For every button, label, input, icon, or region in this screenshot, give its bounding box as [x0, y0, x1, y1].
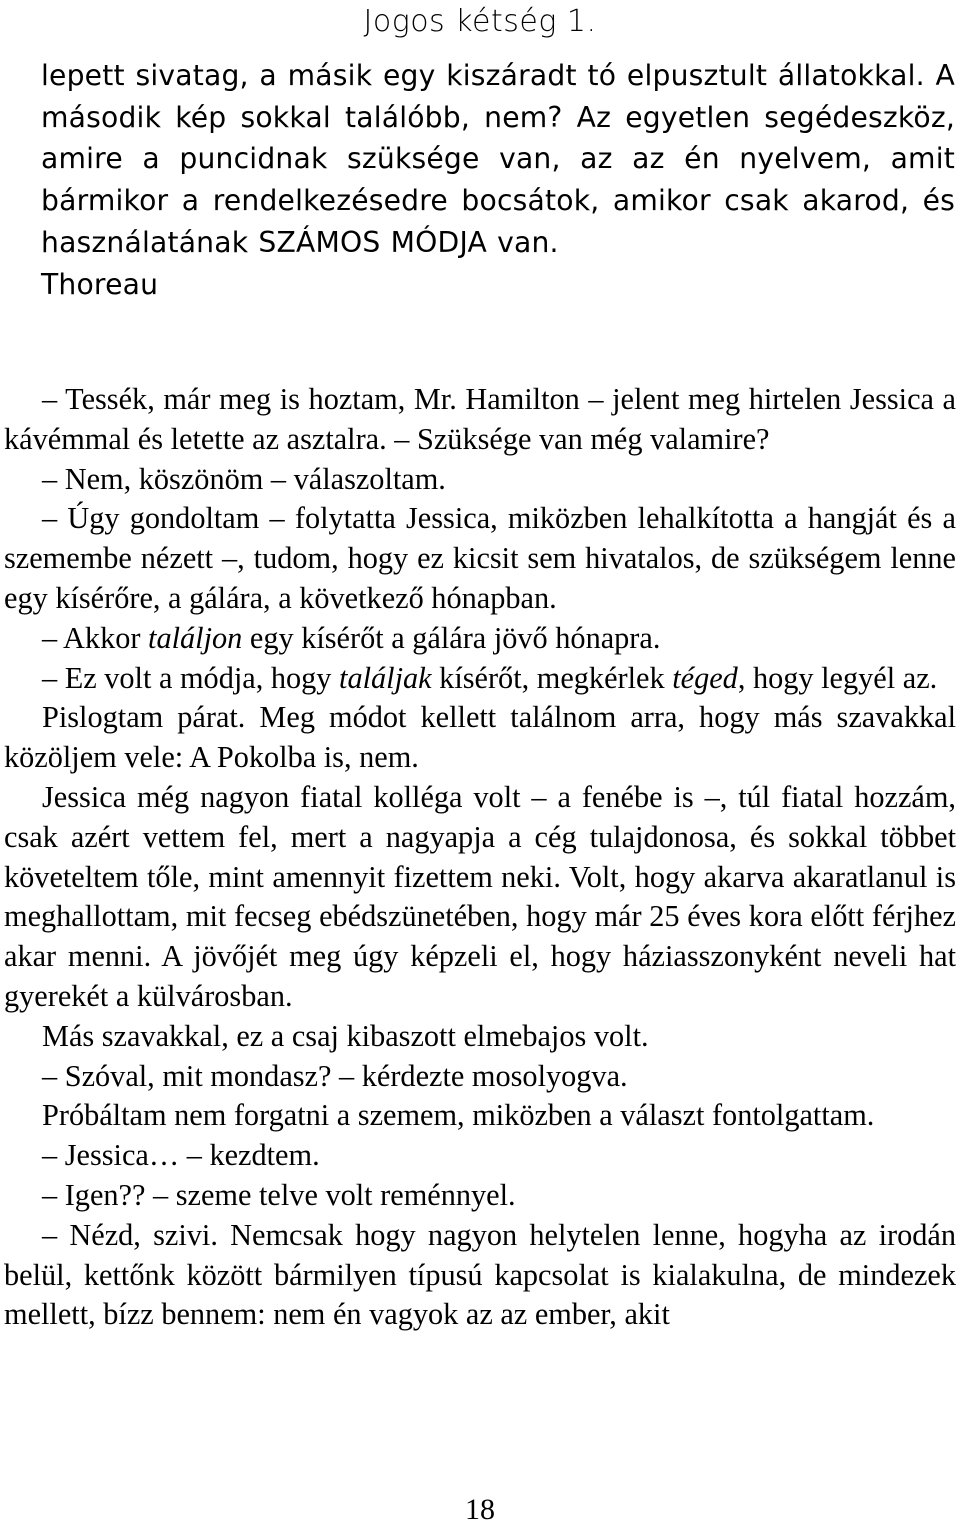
- text-run: – Akkor: [42, 620, 149, 655]
- paragraph: – Nem, köszönöm – válaszoltam.: [42, 461, 446, 496]
- text-run: , hogy legyél az.: [737, 660, 938, 695]
- running-header: Jogos kétség 1.: [363, 4, 597, 39]
- page-number: 18: [465, 1493, 495, 1526]
- paragraph: – Jessica… – kezdtem.: [42, 1138, 320, 1173]
- chapter-body: [4, 380, 956, 1335]
- paragraph: [4, 619, 956, 659]
- paragraph: Pislogtam párat. Meg módot kellett találnom arra, hogy más szavakkal közöljem vele: A Pokolba is, nem.: [4, 700, 956, 775]
- paragraph: [4, 659, 956, 699]
- paragraph: Jessica még nagyon fiatal kolléga volt – a fenébe is –, túl fiatal hozzám, csak azért vettem fel, mert a nagyapja a cég tulajdonosa, és sokkal többet követeltem tőle, mint amennyit fizettem neki. Volt, hogy akarva akaratlanul is meghallottam, mit fecseg ebédszünetében, hogy már 25 éves kora előtt férjhez akar menni. A jövőjét meg úgy képzeli el, hogy háziasszonyként neveli hat gyerekét a külvárosban.: [4, 779, 956, 1013]
- paragraph: – Nézd, szivi. Nemcsak hogy nagyon helytelen lenne, hogyha az irodán belül, kettőnk között bármilyen típusú kapcsolat is kialakulna, de mindezek mellett, bízz bennem: nem én vagyok az az ember, akit: [4, 1217, 956, 1332]
- paragraph: Próbáltam nem forgatni a szemem, miközben a választ fontolgattam.: [42, 1098, 875, 1133]
- text-run: egy kísérőt a gálára jövő hónapra.: [242, 620, 661, 655]
- italic-emphasis: téged: [672, 660, 738, 695]
- paragraph: Más szavakkal, ez a csaj kibaszott elmebajos volt.: [42, 1018, 649, 1053]
- epigraph: [41, 55, 955, 305]
- text-run: kísérőt, megkérlek: [431, 660, 673, 695]
- paragraph: – Tessék, már meg is hoztam, Mr. Hamilton – jelent meg hirtelen Jessica a kávémmal és letette az asztalra. – Szüksége van még valamire?: [4, 382, 956, 456]
- paragraph: – Úgy gondoltam – folytatta Jessica, miközben lehalkította a hangját és a szemembe nézett –, tudom, hogy ez kicsit sem hivatalos, de szükségem lenne egy kísérőre, a gálára, a következő hónapban.: [4, 501, 956, 615]
- paragraph: – Szóval, mit mondasz? – kérdezte mosolyogva.: [42, 1058, 628, 1093]
- epigraph-text: lepett sivatag, a másik egy kiszáradt tó elpusztult állatokkal. A második kép sokkal találóbb, nem? Az egyetlen segédeszköz, amire a puncidnak szüksége van, az az én nyelvem, amit bármikor a rendelkezésedre bocsátok, amikor csak akarod, és használatának SZÁMOS MÓDJA van.: [41, 59, 955, 259]
- italic-emphasis: találjon: [148, 620, 243, 655]
- italic-emphasis: találjak: [339, 660, 432, 695]
- text-run: – Ez volt a módja, hogy: [42, 660, 340, 695]
- epigraph-author: Thoreau: [41, 267, 159, 301]
- paragraph: – Igen?? – szeme telve volt reménnyel.: [42, 1177, 516, 1212]
